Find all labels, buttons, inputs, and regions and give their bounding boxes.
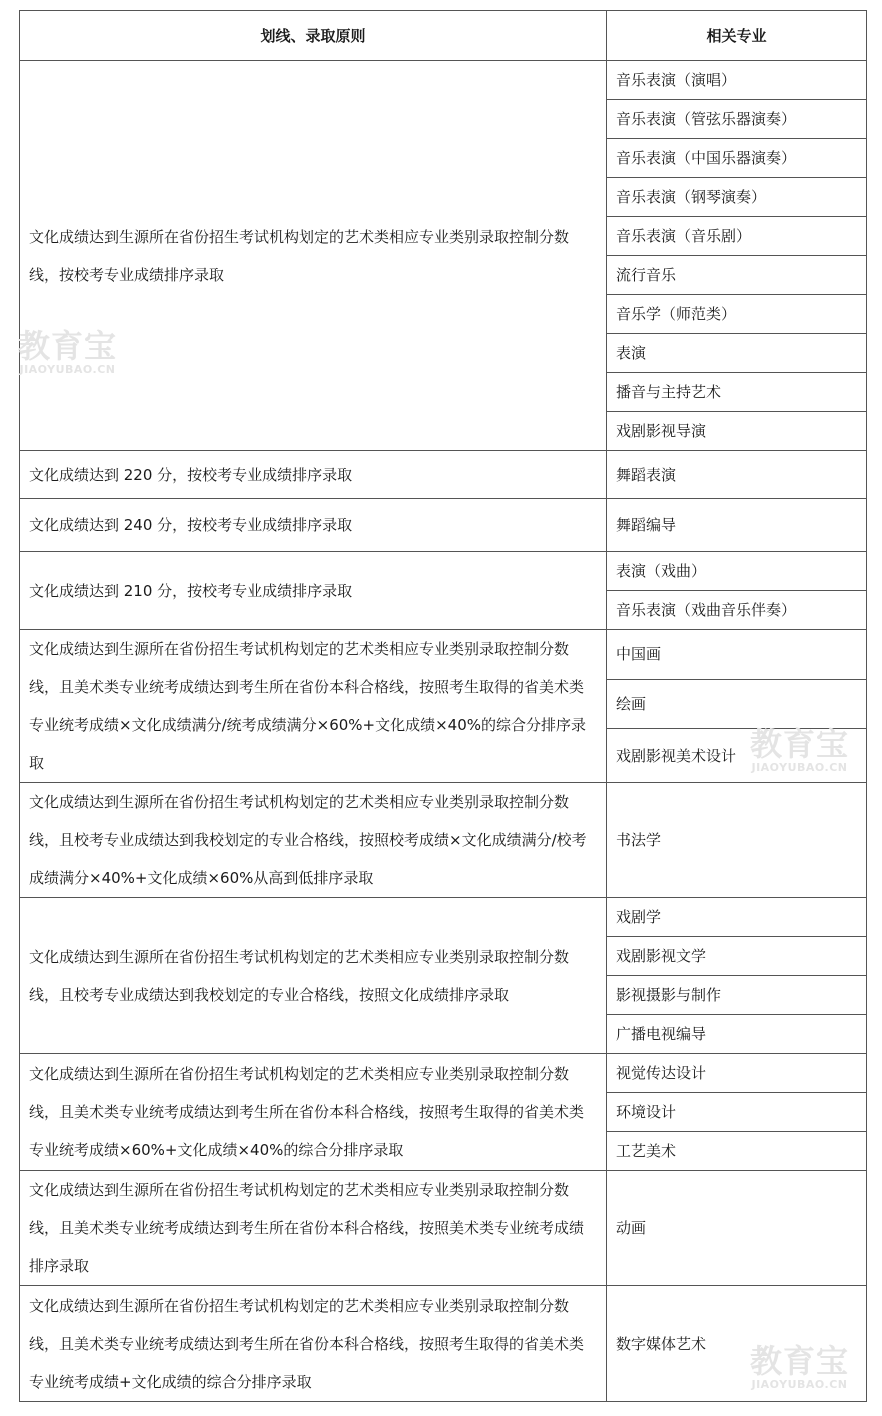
rule-cell: 文化成绩达到 240 分，按校考专业成绩排序录取 [20,499,607,552]
rule-cell: 文化成绩达到 210 分，按校考专业成绩排序录取 [20,552,607,630]
major-cell: 音乐表演（中国乐器演奏） [607,139,867,178]
watermark-main: 教育宝 [750,725,850,763]
major-cell: 动画 [607,1171,867,1286]
major-cell: 环境设计 [607,1093,867,1132]
major-cell: 书法学 [607,783,867,898]
major-cell: 音乐表演（戏曲音乐伴奏） [607,591,867,630]
table-row [20,630,867,680]
major-cell: 音乐学（师范类） [607,295,867,334]
table-row [20,61,867,100]
header-majors: 相关专业 [607,11,867,61]
major-cell: 舞蹈表演 [607,451,867,499]
major-cell: 戏剧影视美术设计 [607,729,867,783]
major-cell: 音乐表演（演唱） [607,61,867,100]
header-rules: 划线、录取原则 [20,11,607,61]
major-cell: 音乐表演（管弦乐器演奏） [607,100,867,139]
rule-cell: 文化成绩达到生源所在省份招生考试机构划定的艺术类相应专业类别录取控制分数线，且校考专业成绩达到我校划定的专业合格线，按照文化成绩排序录取 [20,898,607,1054]
major-cell: 广播电视编导 [607,1015,867,1054]
watermark-sub: JIAOYUBAO.CN [751,1378,848,1391]
table-row [20,552,867,591]
table-row [20,451,867,499]
major-cell: 绘画 [607,679,867,729]
table-row [20,1286,867,1402]
watermark-sub: JIAOYUBAO.CN [19,363,116,376]
major-cell: 戏剧影视文学 [607,937,867,976]
major-cell: 音乐表演（音乐剧） [607,217,867,256]
table-row [20,898,867,937]
major-cell: 流行音乐 [607,256,867,295]
major-cell: 播音与主持艺术 [607,373,867,412]
table-row [20,1171,867,1286]
rule-cell: 文化成绩达到生源所在省份招生考试机构划定的艺术类相应专业类别录取控制分数线，按校考专业成绩排序录取 [20,61,607,451]
table-row [20,783,867,898]
watermark-sub: JIAOYUBAO.CN [751,761,848,774]
rule-cell: 文化成绩达到生源所在省份招生考试机构划定的艺术类相应专业类别录取控制分数线，且美术类专业统考成绩达到考生所在省份本科合格线，按照考生取得的省美术类专业统考成绩×60%+文化成绩×40%的综合分排序录取 [20,1054,607,1171]
table-header-row [20,11,867,61]
rule-cell: 文化成绩达到生源所在省份招生考试机构划定的艺术类相应专业类别录取控制分数线，且美术类专业统考成绩达到考生所在省份本科合格线，按照美术类专业统考成绩排序录取 [20,1171,607,1286]
major-cell: 表演 [607,334,867,373]
admission-rules-table [19,10,867,1402]
table-row [20,499,867,552]
rule-cell: 文化成绩达到生源所在省份招生考试机构划定的艺术类相应专业类别录取控制分数线，且校考专业成绩达到我校划定的专业合格线，按照校考成绩×文化成绩满分/校考成绩满分×40%+文化成绩×60%从高到低排序录取 [20,783,607,898]
rule-cell: 文化成绩达到 220 分，按校考专业成绩排序录取 [20,451,607,499]
major-cell: 戏剧学 [607,898,867,937]
major-cell: 中国画 [607,630,867,680]
major-cell: 音乐表演（钢琴演奏） [607,178,867,217]
major-cell: 戏剧影视导演 [607,412,867,451]
rule-cell: 文化成绩达到生源所在省份招生考试机构划定的艺术类相应专业类别录取控制分数线，且美术类专业统考成绩达到考生所在省份本科合格线，按照考生取得的省美术类专业统考成绩+文化成绩的综合分排序录取 [20,1286,607,1402]
major-cell: 表演（戏曲） [607,552,867,591]
major-cell: 视觉传达设计 [607,1054,867,1093]
table-row [20,1054,867,1093]
rule-cell: 文化成绩达到生源所在省份招生考试机构划定的艺术类相应专业类别录取控制分数线，且美术类专业统考成绩达到考生所在省份本科合格线，按照考生取得的省美术类专业统考成绩×文化成绩满分/统考成绩满分×60%+文化成绩×40%的综合分排序录取 [20,630,607,783]
major-cell: 工艺美术 [607,1132,867,1171]
major-cell: 影视摄影与制作 [607,976,867,1015]
watermark-main: 教育宝 [750,1342,850,1380]
major-cell: 数字媒体艺术 [607,1286,867,1402]
watermark-main: 教育宝 [18,327,118,365]
major-cell: 舞蹈编导 [607,499,867,552]
